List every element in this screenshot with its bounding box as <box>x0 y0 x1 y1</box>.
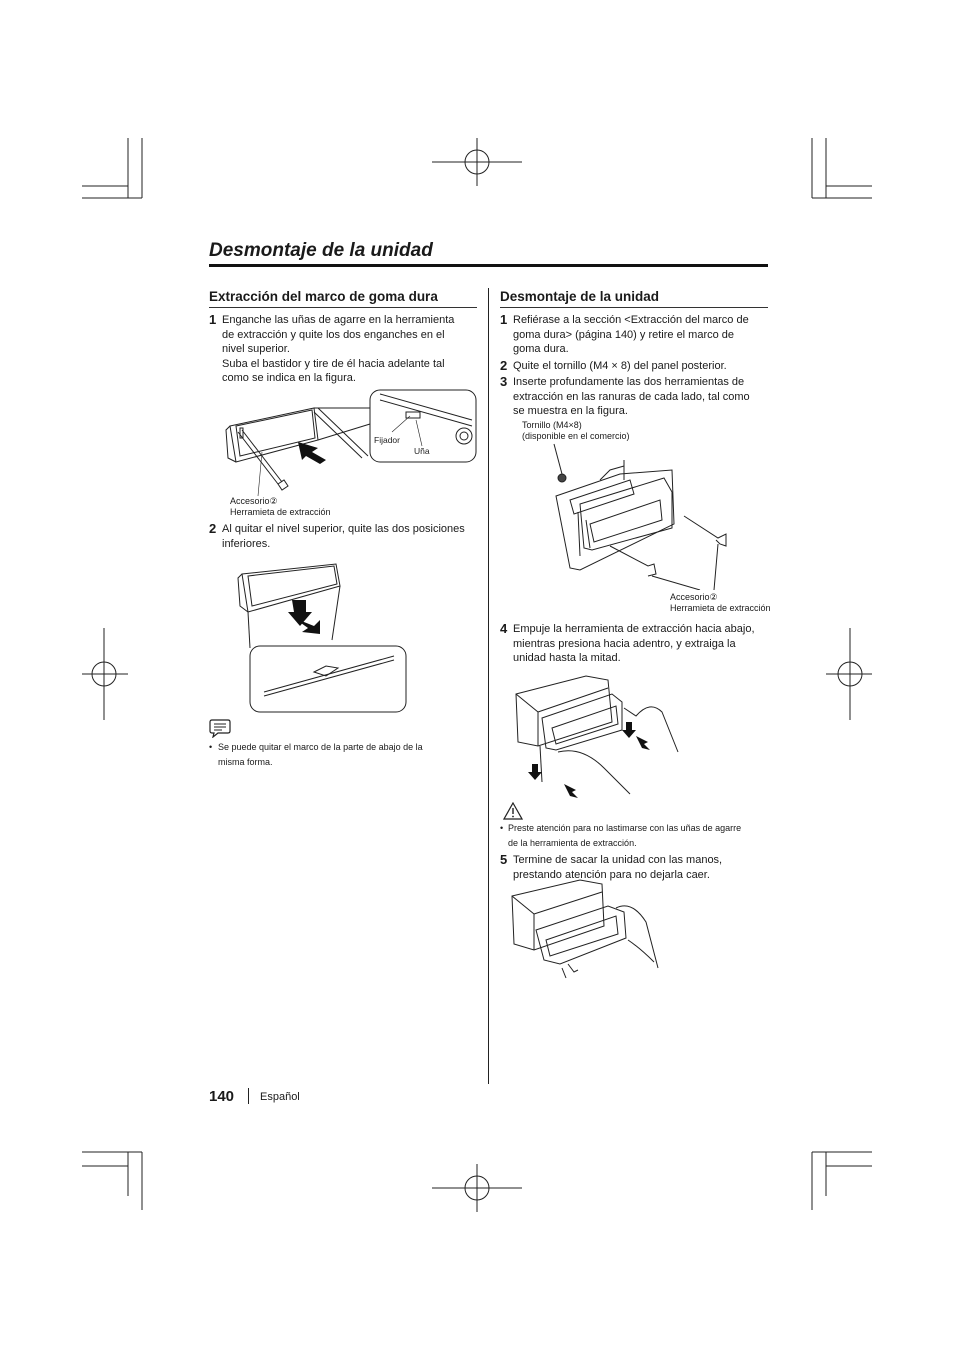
left-step-1-number: 1 <box>209 312 217 327</box>
left-step-1-text: Enganche las uñas de agarre en la herramienta de extracción y quite los dos enganches en el nivel superior. Suba el bastidor y tire de él hacia adelante tal como se indica en la figura. <box>222 314 455 385</box>
left-step-2-number: 2 <box>209 521 217 536</box>
registration-target-left <box>82 628 128 720</box>
right-step-1-number: 1 <box>500 312 508 327</box>
left-step-2-text: Al quitar el nivel superior, quite las dos posiciones inferiores. <box>222 523 465 550</box>
registration-target-bottom <box>432 1164 522 1212</box>
figure-insert-tools <box>540 440 740 590</box>
title-rule <box>209 264 768 267</box>
column-divider <box>488 288 489 1084</box>
left-heading-rule <box>209 307 477 308</box>
footer-divider <box>248 1088 249 1104</box>
left-heading: Extracción del marco de goma dura <box>209 289 438 304</box>
fig1-accesorio-label: Accesorio② <box>230 496 278 506</box>
fig3-herramienta-label: Herramieta de extracción <box>670 603 771 613</box>
fig1-herramienta-label: Herramieta de extracción <box>230 507 331 517</box>
forward-arrow-icon <box>294 618 320 634</box>
note-bullet: • <box>209 742 213 752</box>
right-step-3-number: 3 <box>500 374 508 389</box>
fig3-tornillo-label: Tornillo (M4×8) <box>522 420 582 430</box>
note-text: Se puede quitar el marco de la parte de abajo de la misma forma. <box>218 742 423 767</box>
down-arrow-icon-2 <box>528 764 542 780</box>
right-heading-rule <box>500 307 768 308</box>
down-arrow-icon-1 <box>622 722 636 738</box>
label-fijador: Fijador <box>374 435 400 445</box>
page-language: Español <box>260 1091 300 1103</box>
note-icon <box>209 718 231 738</box>
registration-target-right <box>826 628 872 720</box>
warning-icon <box>503 802 523 820</box>
page-number: 140 <box>209 1088 235 1105</box>
figure-push-tools <box>512 672 682 798</box>
right-step-4-number: 4 <box>500 621 508 636</box>
warning-text: Preste atención para no lastimarse con las uñas de agarre de la herramienta de extracción. <box>508 823 742 848</box>
figure-remove-unit <box>508 878 664 982</box>
figure-frame-removal-2 <box>234 560 410 716</box>
arrow-icon-2 <box>564 784 578 798</box>
right-step-2-text: Quite el tornillo (M4 × 8) del panel posterior. <box>513 360 727 372</box>
warning-bullet: • <box>500 823 504 833</box>
right-step-1-text: Refiérase a la sección <Extracción del marco de goma dura> (página 140) y retire el marco de goma dura. <box>513 314 749 356</box>
arrow-icon-1 <box>636 736 650 750</box>
right-step-2-number: 2 <box>500 358 508 373</box>
registration-target-top <box>432 138 522 186</box>
label-una: Uña <box>414 446 430 456</box>
right-step-5-text: Termine de sacar la unidad con las manos, prestando atención para no dejarla caer. <box>513 854 723 881</box>
fig3-accesorio-label: Accesorio② <box>670 592 718 602</box>
right-step-5-number: 5 <box>500 852 508 867</box>
right-heading: Desmontaje de la unidad <box>500 289 660 304</box>
right-step-3-text: Inserte profundamente las dos herramientas de extracción en las ranuras de cada lado, tal como se muestra en la figura. <box>513 376 750 418</box>
fig3-comercio-label: (disponible en el comercio) <box>522 431 630 441</box>
arrow-icon <box>298 442 326 464</box>
right-step-4-text: Empuje la herramienta de extracción hacia abajo, mientras presiona hacia adentro, y extraiga la unidad hasta la mitad. <box>513 623 755 665</box>
page-title: Desmontaje de la unidad <box>209 240 433 261</box>
